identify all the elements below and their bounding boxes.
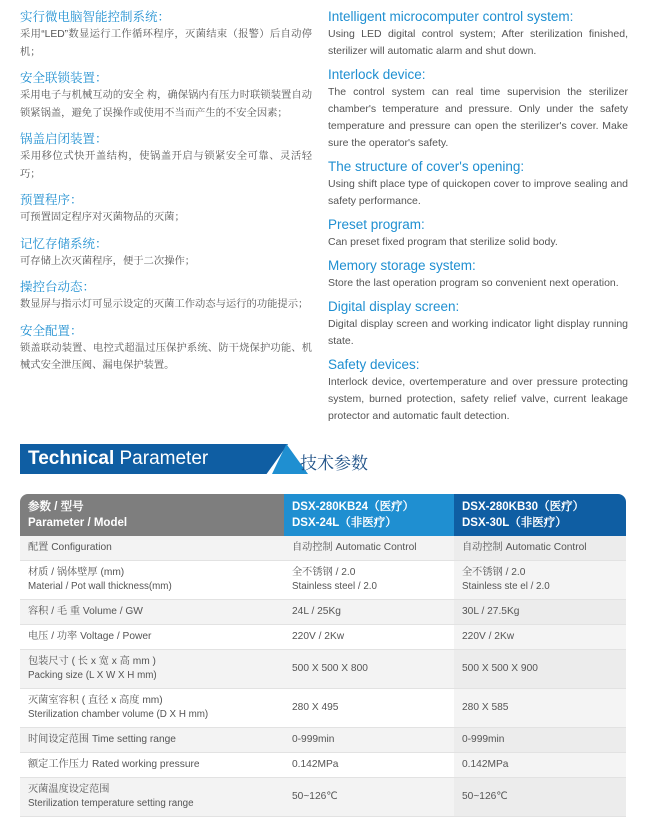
header-model-2 [454, 494, 626, 536]
feature-item [328, 158, 628, 210]
feature-item [328, 216, 628, 251]
row-value-model-1 [284, 650, 454, 688]
row-label [20, 625, 284, 649]
table-row [20, 728, 626, 753]
table-row [20, 625, 626, 650]
row-value-model-2-line: 全不锈钢 / 2.0 [462, 567, 526, 578]
row-value-model-2 [454, 625, 626, 649]
row-label [20, 561, 284, 599]
row-label [20, 536, 284, 560]
banner-title [28, 448, 208, 470]
header-parameter-cn: 参数 / 型号 [28, 501, 84, 513]
row-value-model-2 [454, 728, 626, 752]
feature-item [328, 8, 628, 60]
row-label-line: 电压 / 功率 Voltage / Power [28, 631, 152, 642]
parameter-table [20, 494, 626, 817]
feature-item [20, 191, 312, 227]
feature-title: 实行微电脑智能控制系统： [20, 10, 171, 24]
feature-item [20, 278, 312, 314]
row-label-line: Material / Pot wall thickness(mm) [28, 581, 172, 592]
row-label [20, 753, 284, 777]
feature-text: Digital display screen and working indicator light display running state. [328, 318, 628, 347]
row-value-model-2-line: 0.142MPa [462, 759, 509, 770]
row-value-model-2 [454, 600, 626, 624]
feature-item [328, 298, 628, 350]
feature-text: 采用“LED”数显运行工作循环程序，灭菌结束（报警）后自动停机； [20, 29, 312, 58]
row-label [20, 600, 284, 624]
row-value-model-1-line: Stainless steel / 2.0 [292, 581, 377, 592]
header-parameter [20, 494, 284, 536]
row-label [20, 689, 284, 727]
feature-item [328, 66, 628, 152]
row-value-model-2 [454, 561, 626, 599]
row-value-model-1-line: 全不锈钢 / 2.0 [292, 567, 356, 578]
table-row [20, 689, 626, 728]
table-header [20, 494, 626, 536]
row-value-model-2-line: Stainless ste el / 2.0 [462, 581, 550, 592]
row-label-line: 包装尺寸 ( 长 x 宽 x 高 mm ) [28, 656, 156, 667]
row-label-line: Sterilization temperature setting range [28, 798, 194, 809]
row-value-model-1-line: 50~126℃ [292, 791, 338, 802]
feature-title: Preset program: [328, 217, 425, 232]
table-body [20, 536, 626, 817]
feature-text: Interlock device, overtemperature and over pressure protecting system, burned protection, safety relief valve, current leakage protector and automatic fault detection. [328, 376, 628, 422]
banner-title-bold: Technical [28, 448, 115, 469]
row-label [20, 650, 284, 688]
row-value-model-2-line: 0-999min [462, 734, 505, 745]
row-label-line: 时间设定范围 Time setting range [28, 734, 176, 745]
feature-title: 操控台动态： [20, 280, 96, 294]
feature-text: 可预置固定程序对灭菌物品的灭菌； [20, 212, 185, 223]
feature-title: 锅盖启闭装置： [20, 132, 108, 146]
feature-text: Can preset fixed program that sterilize solid body. [328, 236, 558, 248]
feature-title: Digital display screen: [328, 299, 460, 314]
row-label-line: 额定工作压力 Rated working pressure [28, 759, 200, 770]
row-label [20, 728, 284, 752]
row-value-model-2-line: 自动控制 Automatic Control [462, 542, 587, 553]
row-value-model-2-line: 30L / 27.5Kg [462, 606, 520, 617]
feature-text: 锁盖联动装置、电控式超温过压保护系统、防干烧保护功能、机械式安全泄压阀、漏电保护装置。 [20, 342, 312, 371]
table-row [20, 753, 626, 778]
row-label-line: Packing size (L X W X H mm) [28, 670, 157, 681]
table-row [20, 600, 626, 625]
feature-text: 采用电子与机械互动的安全 构，确保锅内有压力时联锁装置自动锁紧锅盖，避免了误操作或使用不当而产生的不安全因素； [20, 90, 312, 119]
row-value-model-2 [454, 689, 626, 727]
row-value-model-1-line: 自动控制 Automatic Control [292, 542, 417, 553]
row-value-model-1-line: 220V / 2Kw [292, 631, 345, 642]
row-label-line: 配置 Configuration [28, 542, 112, 553]
row-value-model-2 [454, 536, 626, 560]
feature-item [20, 8, 312, 61]
feature-item [328, 356, 628, 425]
banner-title-rest: Parameter [114, 448, 209, 469]
feature-text: 数显屏与指示灯可显示设定的灭菌工作动态与运行的功能提示； [20, 299, 309, 310]
row-value-model-1 [284, 753, 454, 777]
feature-title: Safety devices: [328, 357, 420, 372]
header-model-2-line2: DSX-30L（非医疗） [462, 517, 567, 529]
row-value-model-1-line: 0.142MPa [292, 759, 339, 770]
table-row [20, 650, 626, 689]
feature-title: The structure of cover's opening: [328, 159, 525, 174]
row-value-model-2 [454, 753, 626, 777]
feature-item [20, 322, 312, 375]
row-value-model-1-line: 280 X 495 [292, 702, 339, 713]
row-value-model-1 [284, 778, 454, 816]
feature-text: 可存储上次灭菌程序，便于二次操作； [20, 255, 196, 267]
banner-title-cn: 技术参数 [300, 454, 368, 473]
feature-text: Using LED digital control system; After sterilization finished, sterilizer will automatic alarm and shut down. [328, 28, 628, 57]
row-value-model-2-line: 220V / 2Kw [462, 631, 515, 642]
feature-text: Using shift place type of quickopen cover to improve sealing and safety performance. [328, 178, 628, 207]
row-value-model-1 [284, 689, 454, 727]
feature-title: 记忆存储系统： [20, 236, 108, 251]
feature-item [328, 257, 628, 292]
table-row [20, 778, 626, 817]
row-value-model-1 [284, 625, 454, 649]
header-model-2-line1: DSX-280KB30（医疗） [462, 501, 585, 513]
feature-title: 安全配置： [20, 323, 83, 338]
row-value-model-1-line: 24L / 25Kg [292, 606, 341, 617]
header-model-1 [284, 494, 454, 536]
feature-text: 采用移位式快开盖结构，使锅盖开启与锁紧安全可靠、灵活轻巧； [20, 151, 312, 180]
feature-title: Interlock device: [328, 67, 426, 82]
header-model-1-line2: DSX-24L（非医疗） [292, 517, 397, 529]
row-value-model-2 [454, 650, 626, 688]
table-row [20, 536, 626, 561]
header-model-1-line1: DSX-280KB24（医疗） [292, 501, 415, 513]
row-value-model-2 [454, 778, 626, 816]
feature-title: Intelligent microcomputer control system: [328, 9, 574, 24]
feature-text: The control system can real time supervision the sterilizer chamber's temperature and pressure. Only under the safety temperature and pressure can open the sterilizer's cover. Make sure the operator's safety. [328, 86, 628, 149]
row-label-line: 材质 / 锅体壁厚 (mm) [28, 567, 125, 578]
row-label-line: 灭菌温度设定范围 [28, 784, 110, 795]
row-value-model-1 [284, 536, 454, 560]
row-value-model-1 [284, 600, 454, 624]
row-label-line: 灭菌室容积 ( 直径 x 高度 mm) [28, 695, 163, 706]
feature-item [20, 69, 312, 122]
row-value-model-2-line: 50~126℃ [462, 791, 508, 802]
row-value-model-2-line: 280 X 585 [462, 702, 509, 713]
feature-item [20, 235, 312, 271]
row-label-line: Sterilization chamber volume (D X H mm) [28, 709, 209, 720]
row-label [20, 778, 284, 816]
feature-title: 安全联锁装置： [20, 71, 108, 85]
row-value-model-1-line: 500 X 500 X 800 [292, 663, 368, 674]
features-chinese [20, 8, 312, 383]
technical-parameter-banner [20, 444, 380, 474]
row-label-line: 容积 / 毛 重 Volume / GW [28, 606, 143, 617]
feature-text: Store the last operation program so convenient next operation. [328, 277, 619, 289]
features-english [328, 8, 628, 431]
feature-title: Memory storage system: [328, 258, 476, 273]
row-value-model-1-line: 0-999min [292, 734, 335, 745]
feature-item [20, 130, 312, 183]
row-value-model-1 [284, 728, 454, 752]
header-parameter-en: Parameter / Model [28, 517, 128, 529]
row-value-model-1 [284, 561, 454, 599]
row-value-model-2-line: 500 X 500 X 900 [462, 663, 538, 674]
feature-title: 预置程序： [20, 193, 83, 207]
table-row [20, 561, 626, 600]
